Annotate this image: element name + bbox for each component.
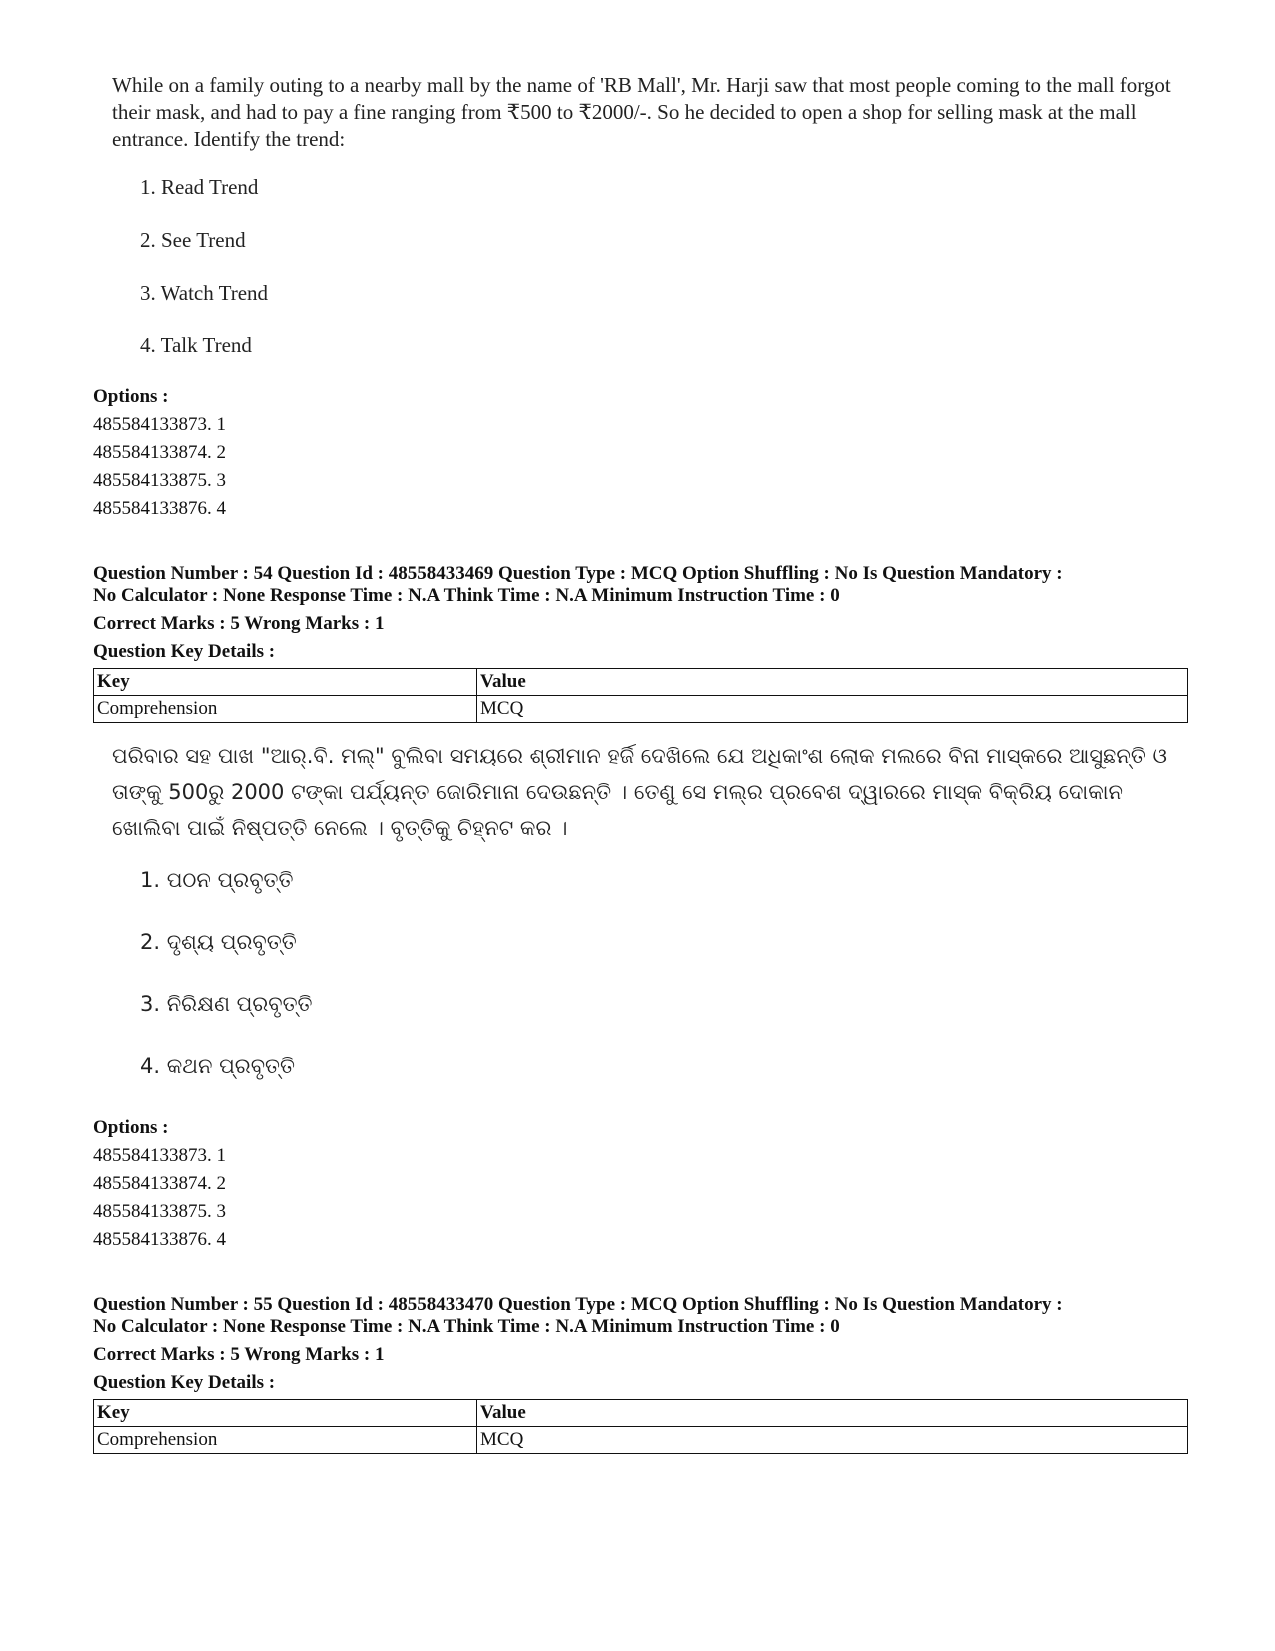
option-line: 485584133876. 4 xyxy=(93,1229,226,1250)
table-header-row xyxy=(94,1400,1188,1427)
option-line: 485584133876. 4 xyxy=(93,498,226,519)
key-details-label: Question Key Details : xyxy=(93,1372,276,1393)
choice-item: 3. ନିରିକ୍ଷଣ ପ୍ରବୃତ୍ତି xyxy=(140,992,313,1016)
options-label: Options : xyxy=(93,386,169,407)
table-header-row xyxy=(94,669,1188,696)
key-details-label: Question Key Details : xyxy=(93,641,276,662)
option-line: 485584133874. 2 xyxy=(93,1173,226,1194)
question-text-odia: ପରିବାର ସହ ପାଖ "ଆର୍.ବି. ମଲ୍" ବୁଲିବା ସମୟରେ ଶ୍ରୀମାନ ହର୍ଜି ଦେଖିଲେ ଯେ ଅଧିକାଂଶ ଲୋକ ମଲରେ ବିନା ମାସ୍କରେ ଆସୁଛନ୍ତି ଓ ତାଙ୍କୁ 500ରୁ 2000 ଟଙ୍କା ପର୍ଯ୍ୟନ୍ତ ଜୋରିମାନା ଦେଉଛନ୍ତି । ତେଣୁ ସେ ମଲ୍‌ର ପ୍ରବେଶ ଦ୍ୱାରରେ ମାସ୍କ ବିକ୍ରିୟ ଦୋକାନ ଖୋଲିବା ପାଇଁ ନିଷ୍ପତ୍ତି ନେଲେ । ବୃତ୍ତିକୁ ଚିହ୍ନଟ କର । xyxy=(112,744,1167,840)
marks-line: Correct Marks : 5 Wrong Marks : 1 xyxy=(93,1344,385,1365)
option-line: 485584133874. 2 xyxy=(93,442,226,463)
table-cell: MCQ xyxy=(477,696,1188,723)
choice-item: 1. Read Trend xyxy=(140,175,259,199)
table-header-cell: Key xyxy=(94,1400,477,1427)
options-label: Options : xyxy=(93,1117,169,1138)
table-row xyxy=(94,696,1188,723)
question-meta-line: No Calculator : None Response Time : N.A Think Time : N.A Minimum Instruction Time : 0 xyxy=(93,1316,840,1337)
table-cell: Comprehension xyxy=(94,1427,477,1454)
question-meta-line: Question Number : 54 Question Id : 48558433469 Question Type : MCQ Option Shuffling : No Is Question Mandatory : xyxy=(93,563,1063,584)
table-header-cell: Value xyxy=(477,669,1188,696)
key-details-table xyxy=(93,668,1188,723)
option-line: 485584133875. 3 xyxy=(93,470,226,491)
question-meta-line: No Calculator : None Response Time : N.A Think Time : N.A Minimum Instruction Time : 0 xyxy=(93,585,840,606)
table-header-cell: Key xyxy=(94,669,477,696)
option-line: 485584133875. 3 xyxy=(93,1201,226,1222)
marks-line: Correct Marks : 5 Wrong Marks : 1 xyxy=(93,613,385,634)
table-row xyxy=(94,1427,1188,1454)
question-text-english: While on a family outing to a nearby mall by the name of 'RB Mall', Mr. Harji saw that most people coming to the mall forgot their mask, and had to pay a fine ranging from ₹500 to ₹2000/-. So he decided to open a shop for selling mask at the mall entrance. Identify the trend: xyxy=(112,73,1171,151)
table-header-cell: Value xyxy=(477,1400,1188,1427)
choice-item: 1. ପଠନ ପ୍ରବୃତ୍ତି xyxy=(140,868,294,892)
choice-item: 4. କଥନ ପ୍ରବୃତ୍ତି xyxy=(140,1054,295,1078)
key-details-table xyxy=(93,1399,1188,1454)
choice-item: 3. Watch Trend xyxy=(140,281,269,305)
table-cell: Comprehension xyxy=(94,696,477,723)
table-cell: MCQ xyxy=(477,1427,1188,1454)
question-meta-line: Question Number : 55 Question Id : 48558433470 Question Type : MCQ Option Shuffling : No Is Question Mandatory : xyxy=(93,1294,1063,1315)
choice-item: 2. ଦୃଶ୍ୟ ପ୍ରବୃତ୍ତି xyxy=(140,930,297,954)
choice-item: 2. See Trend xyxy=(140,228,246,252)
option-line: 485584133873. 1 xyxy=(93,414,226,435)
option-line: 485584133873. 1 xyxy=(93,1145,226,1166)
choice-item: 4. Talk Trend xyxy=(140,333,252,357)
